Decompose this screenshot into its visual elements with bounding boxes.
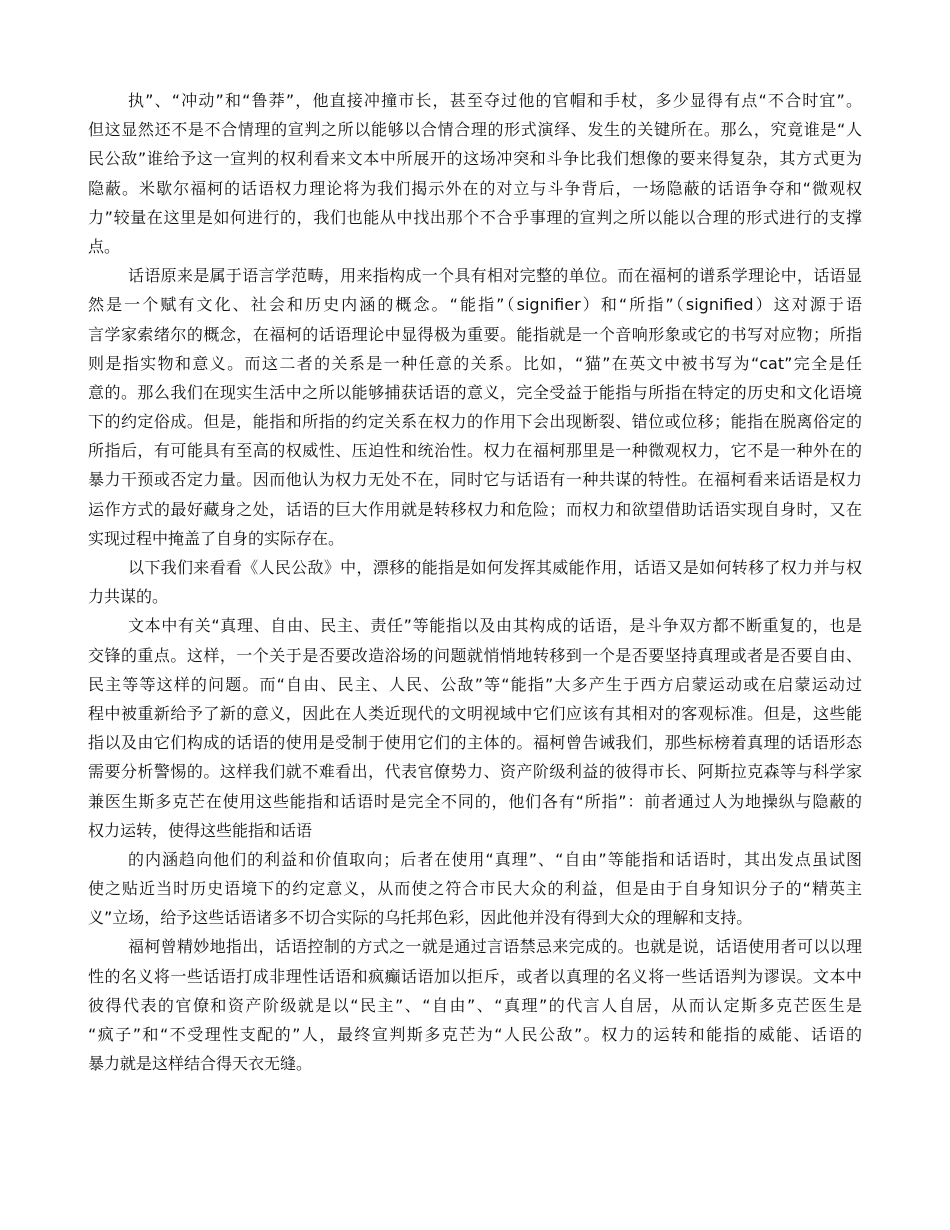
text-line: 彼得代表的官僚和资产阶级就是以“民主”、“自由”、“真理”的代言人自居，从而认定斯多克芒医生是 — [88, 995, 862, 1015]
text-line: 暴力干预或否定力量。因而他认为权力无处不在，同时它与话语有一种共谋的特性。在福柯看来话语是权力 — [88, 470, 862, 490]
text-line: 指以及由它们构成的话语的使用是受制于使用它们的主体的。福柯曾告诫我们，那些标榜着真理的话语形态 — [88, 733, 862, 753]
text-line: 程中被重新给予了新的意义，因此在人类近现代的文明视域中它们应该有其相对的客观标准。但是，这些能 — [88, 703, 862, 723]
text-line: 则是指实物和意义。而这二者的关系是一种任意的关系。比如，“猫”在英文中被书写为“cat”完全是任 — [88, 353, 862, 373]
text-line: 力共谋的。 — [88, 587, 169, 607]
text-line: 力”较量在这里是如何进行的，我们也能从中找出那个不合乎事理的宣判之所以能以合理的形式进行的支撑 — [88, 207, 862, 227]
text-line: 交锋的重点。这样，一个关于是否要改造浴场的问题就悄悄地转移到一个是否要坚持真理或者是否要自由、 — [88, 645, 862, 665]
text-line: 意的。那么我们在现实生活中之所以能够捕获话语的意义，完全受益于能指与所指在特定的历史和文化语境 — [88, 382, 862, 402]
text-line: 兼医生斯多克芒在使用这些能指和话语时是完全不同的，他们各有“所指”：前者通过人为地操纵与隐蔽的 — [88, 791, 862, 811]
text-line: “疯子”和“不受理性支配的”人，最终宣判斯多克芒为“人民公敌”。权力的运转和能指的威能、话语的 — [88, 1025, 862, 1044]
document-body — [88, 86, 862, 1078]
text-line: 所指后，有可能具有至高的权威性、压迫性和统治性。权力在福柯那里是一种微观权力，它不是一种外在的 — [88, 441, 862, 461]
text-line: 但这显然还不是不合情理的宣判之所以能够以合情合理的形式演绎、发生的关键所在。那么，究竟谁是“人 — [88, 120, 862, 140]
text-line: 性的名义将一些话语打成非理性话语和疯癫话语加以拒斥，或者以真理的名义将一些话语判为谬误。文本中 — [88, 966, 862, 986]
text-line: 暴力就是这样结合得天衣无缝。 — [88, 1054, 313, 1074]
text-line: 民主等等这样的问题。而“自由、民主、人民、公敌”等“能指”大多产生于西方启蒙运动或在启蒙运动过 — [88, 674, 862, 694]
text-line: 福柯曾精妙地指出，话语控制的方式之一就是通过言语禁忌来完成的。也就是说，话语使用者可以以理 — [128, 937, 862, 957]
text-line: 话语原来是属于语言学范畴，用来指构成一个具有相对完整的单位。而在福柯的谱系学理论中，话语显 — [128, 266, 862, 286]
text-line: 下的约定俗成。但是，能指和所指的约定关系在权力的作用下会出现断裂、错位或位移；能指在脱离俗定的 — [88, 412, 862, 432]
text-line: 然是一个赋有文化、社会和历史内涵的概念。“能指”（signifier）和“所指”（signified）这对源于语 — [88, 295, 862, 315]
text-line: 需要分析警惕的。这样我们就不难看出，代表官僚势力、资产阶级利益的彼得市长、阿斯拉克森等与科学家 — [88, 762, 862, 782]
text-line: 运作方式的最好藏身之处，话语的巨大作用就是转移权力和危险；而权力和欲望借助话语实现自身时，又在 — [88, 499, 862, 519]
text-line: 民公敌”谁给予这一宣判的权利看来文本中所展开的这场冲突和斗争比我们想像的要来得复杂，其方式更为 — [88, 149, 862, 169]
text-line: 权力运转，使得这些能指和话语 — [88, 820, 313, 840]
text-line: 执”、“冲动”和“鲁莽”，他直接冲撞市长，甚至夺过他的官帽和手杖，多少显得有点“不合时宜”。 — [128, 91, 862, 110]
text-line: 言学家索绪尔的概念，在福柯的话语理论中显得极为重要。能指就是一个音响形象或它的书写对应物；所指 — [88, 324, 862, 344]
text-line: 点。 — [88, 236, 121, 256]
text-line: 以下我们来看看《人民公敌》中，漂移的能指是如何发挥其威能作用，话语又是如何转移了权力并与权 — [128, 558, 862, 577]
text-line: 实现过程中掩盖了自身的实际存在。 — [88, 528, 345, 548]
text-line: 的内涵趋向他们的利益和价值取向；后者在使用“真理”、“自由”等能指和话语时，其出发点虽试图 — [128, 849, 862, 869]
text-line: 义”立场，给予这些话语诸多不切合实际的乌托邦色彩，因此他并没有得到大众的理解和支持。 — [88, 908, 753, 928]
text-line: 文本中有关“真理、自由、民主、责任”等能指以及由其构成的话语，是斗争双方都不断重复的，也是 — [128, 616, 862, 636]
text-line: 使之贴近当时历史语境下的约定意义，从而使之符合市民大众的利益，但是由于自身知识分子的“精英主 — [88, 879, 862, 899]
text-line: 隐蔽。米歇尔福柯的话语权力理论将为我们揭示外在的对立与斗争背后，一场隐蔽的话语争夺和“微观权 — [88, 178, 862, 198]
